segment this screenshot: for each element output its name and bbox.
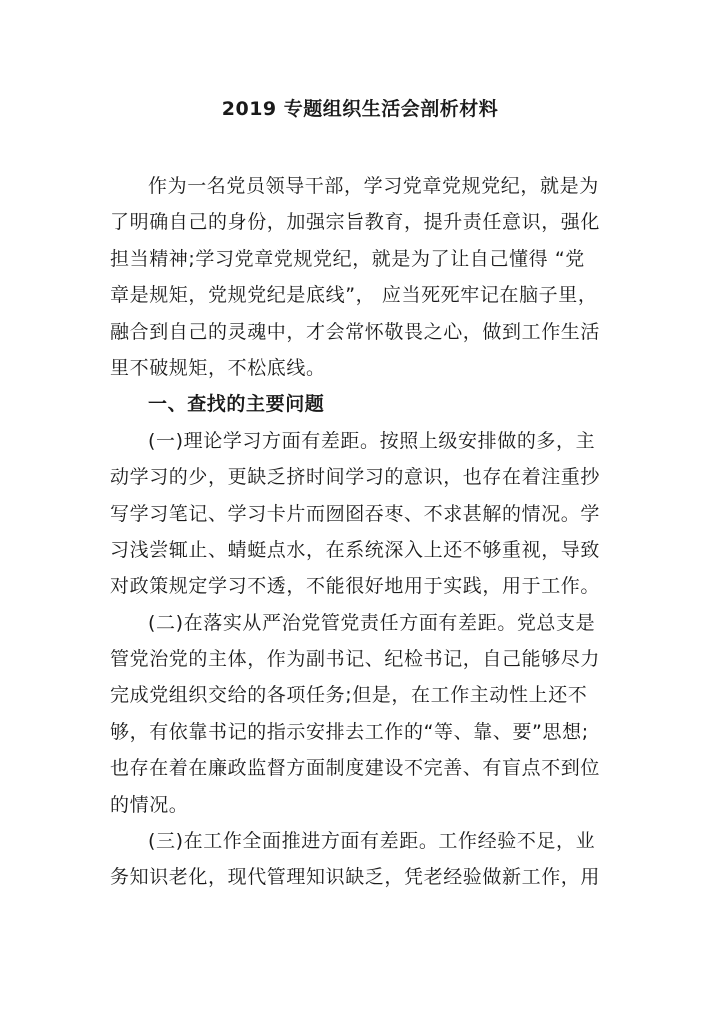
paragraph-line: 了明确自己的身份，加强宗旨教育，提升责任意识，强化 — [110, 211, 601, 234]
document-title: 2019 专题组织生活会剖析材料 — [221, 98, 499, 120]
paragraph-line: 完成党组织交给的各项任务;但是，在工作主动性上还不 — [110, 684, 588, 707]
paragraph-line: 动学习的少，更缺乏挤时间学习的意识，也存在着注重抄 — [110, 466, 601, 489]
paragraph-line: 也存在着在廉政监督方面制度建设不完善、有盲点不到位 — [110, 757, 601, 780]
paragraph-line: 够，有依靠书记的指示安排去工作的“等、靠、要”思想; — [110, 720, 589, 743]
paragraph-line: 对政策规定学习不透，不能很好地用于实践，用于工作。 — [110, 575, 601, 598]
paragraph-line: 章是规矩，党规党纪是底线”， 应当死死牢记在脑子里， — [110, 284, 598, 307]
paragraph-line: (二)在落实从严治党管党责任方面有差距。党总支是 — [148, 611, 596, 634]
paragraph-line: 的情况。 — [110, 793, 189, 816]
paragraph-line: (三)在工作全面推进方面有差距。工作经验不足，业 — [148, 830, 596, 853]
paragraph-line: 习浅尝辄止、蜻蜓点水，在系统深入上还不够重视，导致 — [110, 538, 601, 561]
document-body — [110, 168, 610, 896]
paragraph-line: 融合到自己的灵魂中，才会常怀敬畏之心，做到工作生活 — [110, 320, 601, 343]
paragraph-line: 作为一名党员领导干部，学习党章党规党纪，就是为 — [148, 175, 599, 197]
paragraph-line: 担当精神;学习党章党规党纪，就是为了让自己懂得 “党 — [110, 247, 585, 270]
paragraph-line: (一)理论学习方面有差距。按照上级安排做的多，主 — [148, 429, 596, 452]
paragraph-line: 务知识老化，现代管理知识缺乏，凭老经验做新工作，用 — [110, 866, 601, 889]
paragraph-line: 管党治党的主体，作为副书记、纪检书记，自己能够尽力 — [110, 648, 601, 671]
paragraph-line: 里不破规矩，不松底线。 — [110, 356, 326, 379]
paragraph-line: 写学习笔记、学习卡片而囫囵吞枣、不求甚解的情况。学 — [110, 502, 601, 525]
section-heading: 一、查找的主要问题 — [148, 393, 325, 416]
